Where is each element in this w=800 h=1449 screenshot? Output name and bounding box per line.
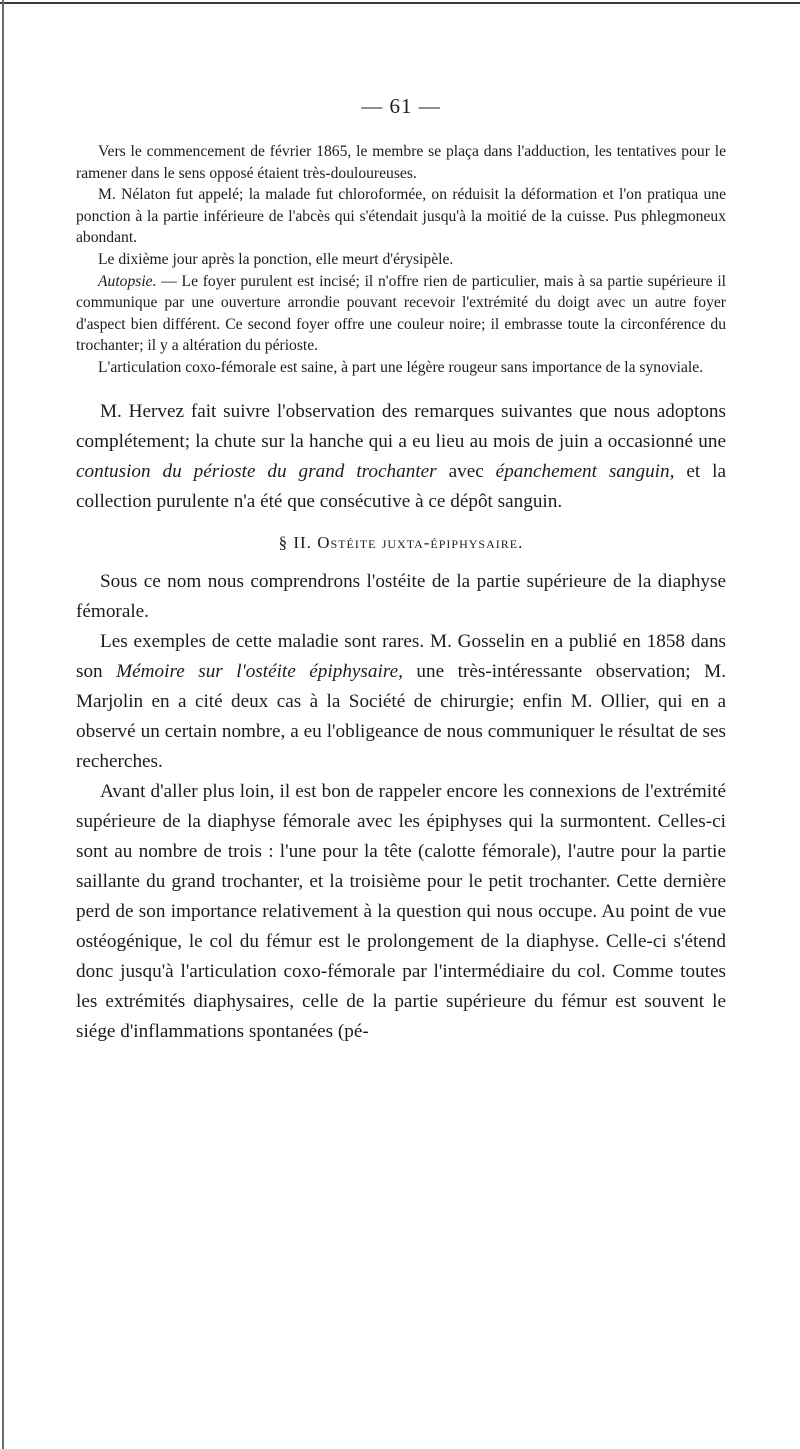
text-run: avec — [436, 460, 496, 482]
scan-left-edge — [2, 0, 4, 1449]
section-body — [76, 567, 726, 1047]
section-title-text: Ostéite juxta-épiphysaire. — [317, 532, 524, 552]
paragraph — [76, 271, 726, 357]
paragraph — [76, 184, 726, 249]
text-run: Vers le commencement de février 1865, le membre se plaça dans l'adduction, les tentatives pour le ramener dans le sens opposé étaient très-douloureuses. — [76, 143, 726, 182]
paragraph — [76, 141, 726, 184]
italic-text: contusion du périoste du grand trochanter — [76, 460, 437, 482]
text-run: Le dixième jour après la ponction, elle meurt d'érysipèle. — [98, 250, 454, 268]
paragraph — [76, 357, 726, 379]
text-run: Sous ce nom nous comprendrons l'ostéite de la partie supérieure de la diaphyse fémorale. — [76, 570, 726, 622]
scan-top-edge — [0, 2, 800, 4]
document-page — [76, 94, 726, 1047]
italic-text: épanchement sanguin, — [495, 460, 675, 482]
section-heading — [76, 533, 726, 553]
section-number: § II. — [278, 532, 318, 552]
text-run: L'articulation coxo-fémorale est saine, à part une légère rougeur sans importance de la synoviale. — [98, 358, 704, 376]
page-number: — 61 — — [361, 94, 441, 118]
paragraph — [76, 397, 726, 517]
text-run: M. Nélaton fut appelé; la malade fut chloroformée, on réduisit la déformation et l'on pratiqua une ponction à la partie inférieure de l'abcès qui s'étendait jusqu'à la moitié de la cuisse. Pus phlegmoneux abondant. — [76, 186, 726, 247]
text-run: et la collection purulente n'a été que consécutive à ce dépôt sanguin. — [76, 460, 726, 512]
italic-text: Mémoire sur l'ostéite épiphysaire, — [116, 660, 403, 682]
text-run: Avant d'aller plus loin, il est bon de rappeler encore les connexions de l'extrémité supérieure de la diaphyse fémorale avec les épiphyses qui la surmontent. Celles-ci sont au nombre de trois : l'une pour la tête (calotte fémorale), l'autre pour la partie saillante du grand trochanter, et la troisième pour le petit trochanter. Cette dernière perd de son importance relativement à la question qui nous occupe. Au point de vue ostéogénique, le col du fémur est le prolongement de la diaphyse. Celle-ci s'étend donc jusqu'à l'articulation coxo-fémorale par l'intermédiaire du col. Comme toutes les extrémités diaphysaires, celle de la partie supérieure du fémur est souvent le siége d'inflammations spontanées (pé- — [76, 780, 726, 1042]
paragraph — [76, 249, 726, 271]
commentary-block — [76, 397, 726, 517]
paragraph — [76, 777, 726, 1047]
paragraph — [76, 627, 726, 777]
case-report-block — [76, 141, 726, 379]
paragraph — [76, 567, 726, 627]
italic-text: Autopsie. — [98, 272, 157, 290]
text-run: M. Hervez fait suivre l'observation des remarques suivantes que nous adoptons complétement; la chute sur la hanche qui a eu lieu au mois de juin a occasionné une — [76, 400, 726, 452]
text-run: Les exemples de cette maladie sont rares. M. Gosselin en a publié en 1858 dans son — [76, 630, 726, 682]
text-run: — Le foyer purulent est incisé; il n'offre rien de particulier, mais à sa partie supérieure il communique par une ouverture arrondie pouvant recevoir l'extrémité du doigt avec un autre foyer d'aspect bien différent. Ce second foyer offre une couleur noire; il embrasse toute la circonférence du trochanter; il y a altération du périoste. — [76, 272, 726, 355]
text-run: une très-intéressante observation; M. Marjolin en a cité deux cas à la Société de chirurgie; enfin M. Ollier, qui en a observé un certain nombre, a eu l'obligeance de nous communiquer le résultat de ses recherches. — [76, 660, 727, 772]
